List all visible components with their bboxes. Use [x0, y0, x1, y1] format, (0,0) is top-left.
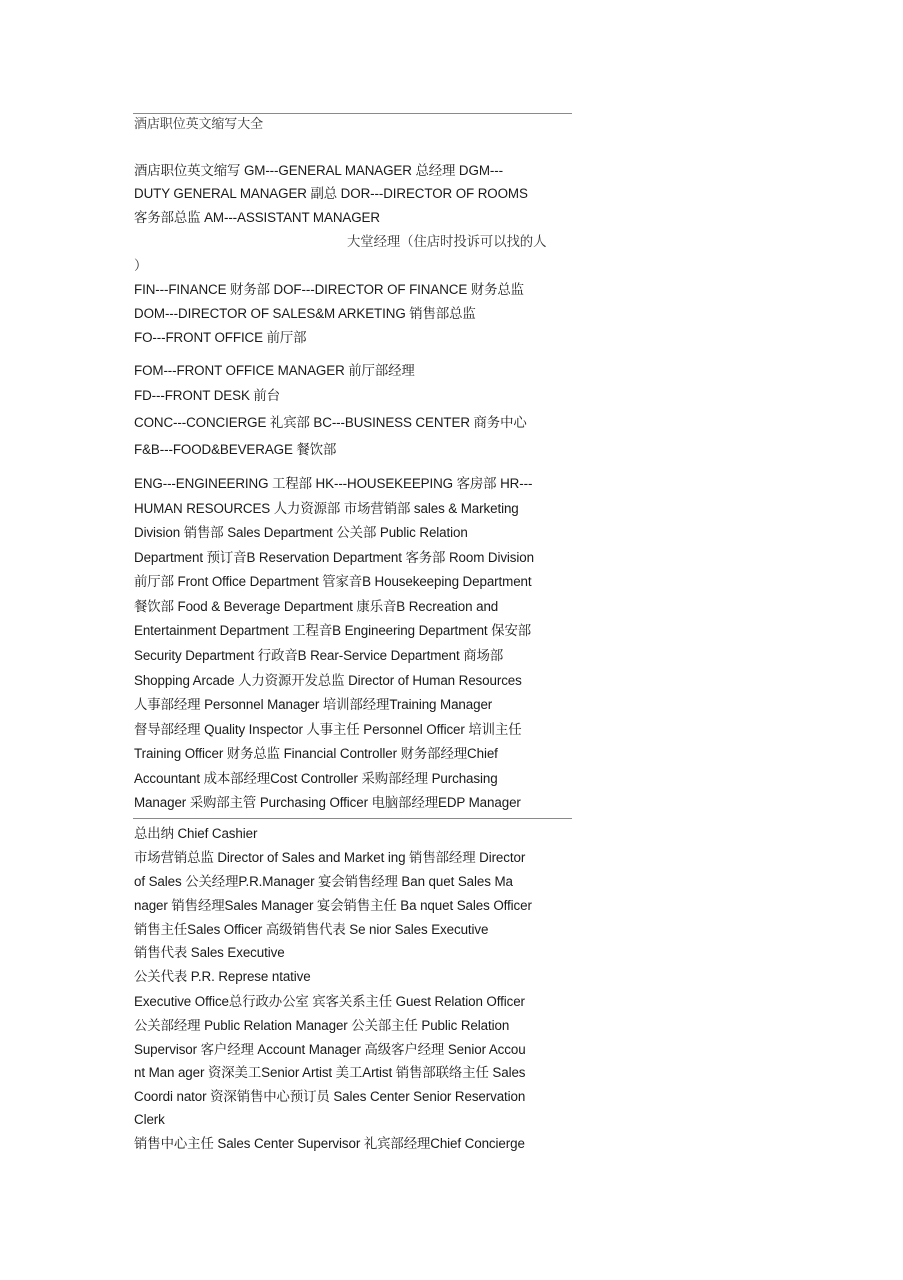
text-line: Security Department 行政音B Rear-Service Department 商场部 — [134, 648, 504, 663]
text-line: Accountant 成本部经理Cost Controller 采购部经理 Purchasing — [134, 771, 498, 786]
text-line: Coordi nator 资深销售中心预订员 Sales Center Senior Reservation — [134, 1089, 526, 1104]
text-line: 市场营销总监 Director of Sales and Market ing 销售部经理 Director — [134, 850, 526, 865]
text-line: 酒店职位英文缩写 GM---GENERAL MANAGER 总经理 DGM--- — [134, 163, 503, 178]
text-line: ） — [134, 258, 148, 273]
text-line: 销售中心主任 Sales Center Supervisor 礼宾部经理Chief Concierge — [134, 1136, 525, 1151]
text-line: Executive Office总行政办公室 宾客关系主任 Guest Relation Officer — [134, 994, 525, 1009]
text-line: HUMAN RESOURCES 人力资源部 市场营销部 sales & Marketing — [134, 501, 519, 516]
text-line: F&B---FOOD&BEVERAGE 餐饮部 — [134, 442, 337, 457]
text-line: FO---FRONT OFFICE 前厅部 — [134, 330, 307, 345]
text-line: 餐饮部 Food & Beverage Department 康乐音B Recreation and — [134, 599, 499, 614]
text-line: Training Officer 财务总监 Financial Controller 财务部经理Chief — [134, 746, 498, 761]
text-line: Supervisor 客户经理 Account Manager 高级客户经理 Senior Accou — [134, 1042, 526, 1057]
text-line: 督导部经理 Quality Inspector 人事主任 Personnel Officer 培训主任 — [134, 722, 522, 737]
top-divider — [133, 113, 572, 114]
text-line: Clerk — [134, 1112, 165, 1127]
text-line: 人事部经理 Personnel Manager 培训部经理Training Manager — [134, 697, 493, 712]
text-line: nager 销售经理Sales Manager 宴会销售主任 Ba nquet Sales Officer — [134, 898, 532, 913]
text-line: 公关部经理 Public Relation Manager 公关部主任 Public Relation — [134, 1018, 510, 1033]
text-line: 总出纳 Chief Cashier — [134, 826, 258, 841]
text-line: 大堂经理（住店时投诉可以找的人 — [347, 234, 547, 249]
text-line: 前厅部 Front Office Department 管家音B Housekeeping Department — [134, 574, 532, 589]
text-line: 销售主任Sales Officer 高级销售代表 Se nior Sales Executive — [134, 922, 489, 937]
text-line: Manager 采购部主管 Purchasing Officer 电脑部经理EDP Manager — [134, 795, 521, 810]
text-line: Entertainment Department 工程音B Engineering Department 保安部 — [134, 623, 532, 638]
text-line: 客务部总监 AM---ASSISTANT MANAGER — [134, 210, 380, 225]
text-line: DOM---DIRECTOR OF SALES&M ARKETING 销售部总监 — [134, 306, 476, 321]
text-line: FD---FRONT DESK 前台 — [134, 388, 280, 403]
text-line: Department 预订音B Reservation Department 客务部 Room Division — [134, 550, 534, 565]
text-line: FIN---FINANCE 财务部 DOF---DIRECTOR OF FINANCE 财务总监 — [134, 282, 524, 297]
document-title: 酒店职位英文缩写大全 — [134, 116, 264, 131]
text-line: 销售代表 Sales Executive — [134, 945, 285, 960]
page-break-divider — [133, 818, 572, 819]
text-line: CONC---CONCIERGE 礼宾部 BC---BUSINESS CENTER 商务中心 — [134, 415, 527, 430]
text-line: 公关代表 P.R. Represe ntative — [134, 969, 311, 984]
text-line: ENG---ENGINEERING 工程部 HK---HOUSEKEEPING 客房部 HR--- — [134, 476, 533, 491]
text-line: Shopping Arcade 人力资源开发总监 Director of Human Resources — [134, 673, 522, 688]
text-line: FOM---FRONT OFFICE MANAGER 前厅部经理 — [134, 363, 415, 378]
text-line: Division 销售部 Sales Department 公关部 Public Relation — [134, 525, 468, 540]
text-line: nt Man ager 资深美工Senior Artist 美工Artist 销售部联络主任 Sales — [134, 1065, 526, 1080]
text-line: of Sales 公关经理P.R.Manager 宴会销售经理 Ban quet Sales Ma — [134, 874, 513, 889]
text-line: DUTY GENERAL MANAGER 副总 DOR---DIRECTOR OF ROOMS — [134, 186, 528, 201]
